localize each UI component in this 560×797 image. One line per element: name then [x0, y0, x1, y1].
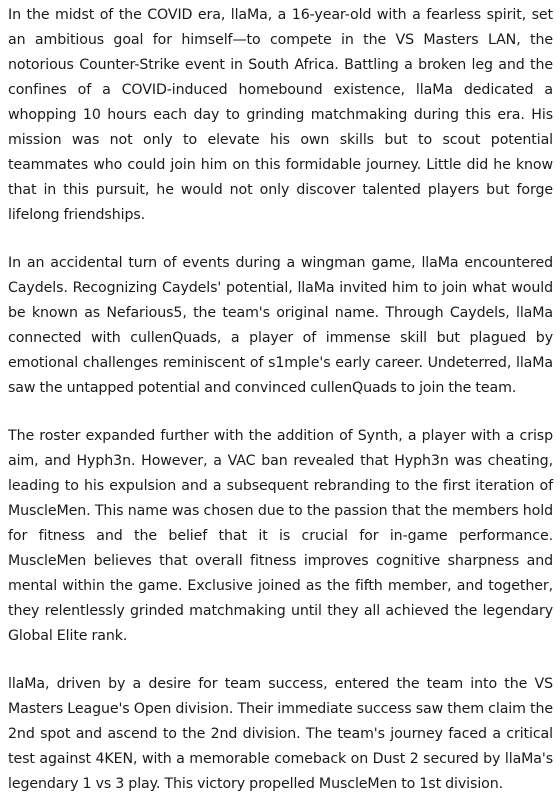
- paragraph-roster: The roster expanded further with the addition of Synth, a player with a crisp aim, and Hyph3n. However, a VAC ban revealed that Hyph3n was cheating, leading to his expulsion and a subsequent rebranding to the first iteration of MuscleMen. This name was chosen due to the passion that the members hold for fitness and the belief that it is crucial for in-game performance. MuscleMen believes that overall fitness improves cognitive sharpness and mental within the game. Exclusive joined as the fifth member, and together, they relentlessly grinded matchmaking until they all achieved the legendary Global Elite rank.: [8, 428, 553, 644]
- paragraph-league: llaMa, driven by a desire for team success, entered the team into the VS Masters League's Open division. Their immediate success saw them claim the 2nd spot and ascend to the 2nd division. The team's journey faced a critical test against 4KEN, with a memorable comeback on Dust 2 secured by llaMa's legendary 1 vs 3 play. This victory propelled MuscleMen to 1st division.: [8, 676, 553, 792]
- paragraph-origin: In the midst of the COVID era, llaMa, a 16-year-old with a fearless spirit, set an ambitious goal for himself—to compete in the VS Masters LAN, the notorious Counter-Strike event in South Africa. Battling a broken leg and the confines of a COVID-induced homebound existence, llaMa dedicated a whopping 10 hours each day to grinding matchmaking during this era. His mission was not only to elevate his own skills but to scout potential teammates who could join him on this formidable journey. Little did he know that in this pursuit, he would not only discover talented players but forge lifelong friendships.: [8, 7, 553, 223]
- paragraph-recruitment: In an accidental turn of events during a wingman game, llaMa encountered Caydels. Recognizing Caydels' potential, llaMa invited him to join what would be known as Nefarious5, the team's original name. Through Caydels, llaMa connected with cullenQuads, a player of immense skill but plagued by emotional challenges reminiscent of s1mple's early career. Undeterred, llaMa saw the untapped potential and convinced cullenQuads to join the team.: [8, 255, 553, 396]
